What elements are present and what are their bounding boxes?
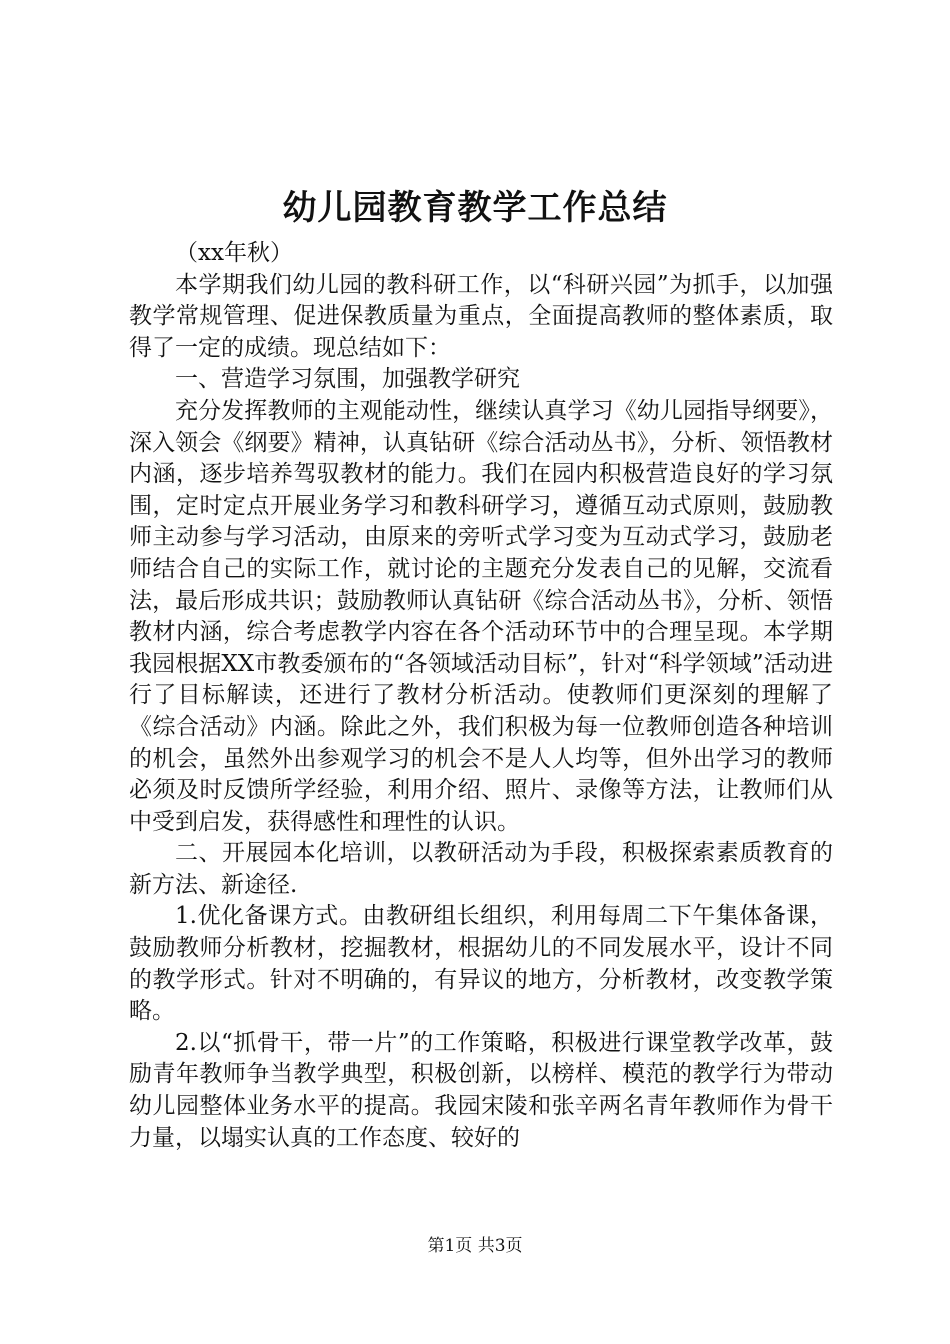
- paragraph-date: （xx年秋）: [175, 240, 293, 266]
- page-footer: 第1页 共3页: [427, 1236, 523, 1256]
- paragraph-section-1: 充分发挥教师的主观能动性，继续认真学习《幼儿园指导纲要》，深入领会《纲要》精神，认真钻研《综合活动丛书》，分析、领悟教材内涵，逐步培养驾驭教材的能力。我们在园内积极营造良好的学习氛围，定时定点开展业务学习和教科研学习，遵循互动式原则，鼓励教师主动参与学习活动，由原来的旁听式学习变为互动式学习，鼓励老师结合自己的实际工作，就讨论的主题充分发表自己的见解，交流看法，最后形成共识；鼓励教师认真钻研《综合活动丛书》，分析、领悟教材内涵，综合考虑教学内容在各个活动环节中的合理呈现。本学期我园根据XX市教委颁布的“各领域活动目标”，针对“科学领域”活动进行了目标解读，还进行了教材分析活动。使教师们更深刻的理解了《综合活动》内涵。除此之外，我们积极为每一位教师创造各种培训的机会，虽然外出参观学习的机会不是人人均等，但外出学习的教师必须及时反馈所学经验，利用介绍、照片、录像等方法，让教师们从中受到启发，获得感性和理性的认识。: [129, 397, 833, 835]
- section-heading-1: 一、营造学习氛围，加强教学研究: [175, 366, 520, 393]
- document-title: 幼儿园教育教学工作总结: [282, 188, 668, 228]
- paragraph-item-1: 1.优化备课方式。由教研组长组织，利用每周二下午集体备课，鼓励教师分析教材，挖掘教材，根据幼儿的不同发展水平，设计不同的教学形式。针对不明确的，有异议的地方，分析教材，改变教学策略。: [129, 903, 833, 1025]
- paragraph-intro: 本学期我们幼儿园的教科研工作，以“科研兴园”为抓手，以加强教学常规管理、促进保教质量为重点，全面提高教师的整体素质，取得了一定的成绩。现总结如下：: [129, 271, 833, 361]
- section-heading-2: 二、开展园本化培训，以教研活动为手段，积极探索素质教育的新方法、新途径.: [129, 840, 833, 898]
- document-body: [129, 238, 833, 1154]
- paragraph-item-2: 2.以“抓骨干，带一片”的工作策略，积极进行课堂教学改革，鼓励青年教师争当教学典型，积极创新，以榜样、模范的教学行为带动幼儿园整体业务水平的提高。我园宋陵和张辛两名青年教师作为骨干力量，以塌实认真的工作态度、较好的: [129, 1029, 833, 1151]
